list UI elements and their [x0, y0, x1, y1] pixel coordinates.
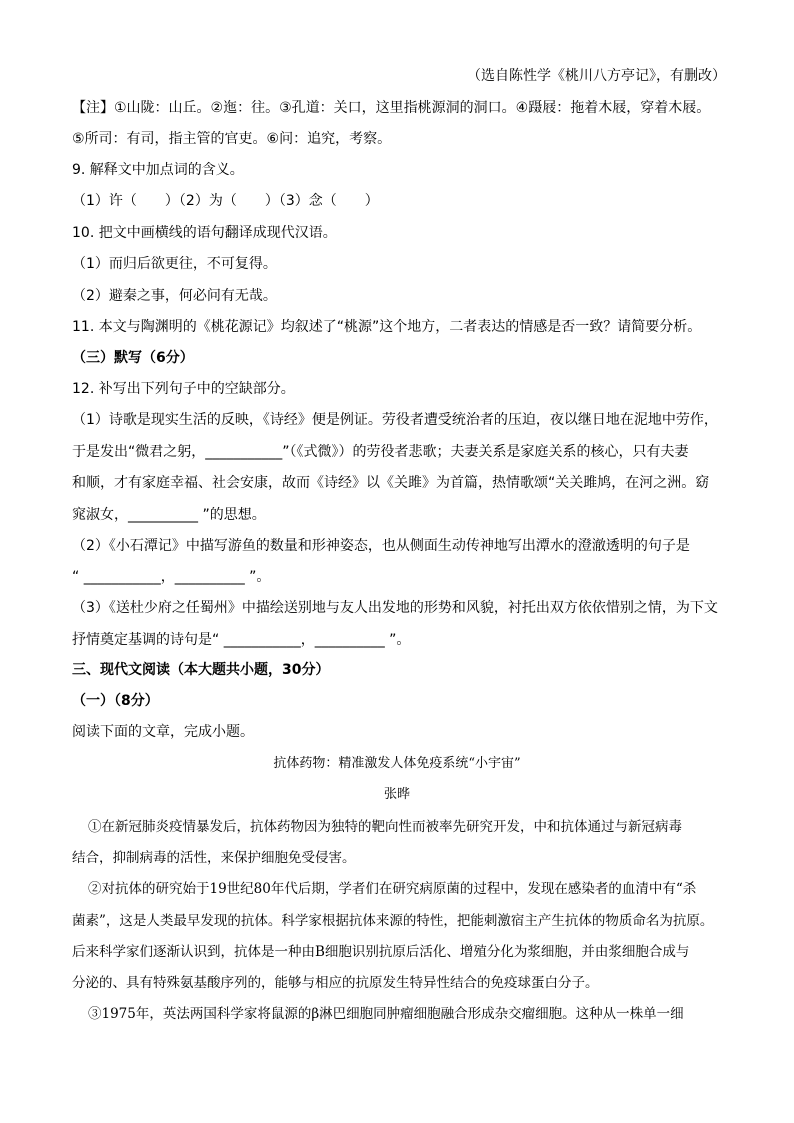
article-p1-line-1: ①在新冠肺炎疫情暴发后，抗体药物因为独特的靶向性而被率先研究开发，中和抗体通过与新冠病毒 — [88, 819, 682, 835]
annotation-line-2: ⑤所司：有司，指主管的官吏。⑥问：追究，考察。 — [72, 131, 392, 147]
question-10-stem: 10. 把文中画横线的语句翻译成现代汉语。 — [72, 225, 337, 241]
question-12-part-1-line-2: 于是发出“微君之躬，___________”（《式微》）的劳役者悲歌；夫妻关系是家庭关系的核心，只有夫妻 — [72, 444, 689, 460]
article-p2-line-1: ②对抗体的研究始于19世纪80年代后期，学者们在研究病原菌的过程中，发现在感染者的血清中有“杀 — [88, 881, 697, 897]
question-9-stem: 9. 解释文中加点词的含义。 — [72, 162, 244, 178]
question-10-item-2: （2）避秦之事，何必问有无哉。 — [72, 288, 277, 304]
question-11: 11. 本文与陶渊明的《桃花源记》均叙述了“桃源”这个地方，二者表达的情感是否一致？请简要分析。 — [72, 319, 702, 335]
question-12-part-1-line-3: 和顺，才有家庭幸福、社会安康，故而《诗经》以《关雎》为首篇，热情歌颂“关关雎鸠，在河之洲。窈 — [72, 475, 710, 491]
article-p2-line-2: 菌素”，这是人类最早发现的抗体。科学家根据抗体来源的特性，把能刺激宿主产生抗体的物质命名为抗原。 — [72, 913, 714, 929]
article-author: 张晔 — [383, 787, 410, 802]
article-p2-line-3: 后来科学家们逐渐认识到，抗体是一种由B细胞识别抗原后活化、增殖分化为浆细胞，并由浆细胞合成与 — [72, 944, 690, 960]
part-3-subtitle: （一）（8分） — [72, 693, 159, 709]
part-3-instruction: 阅读下面的文章，完成小题。 — [72, 724, 254, 740]
question-12-part-2-line-1: （2）《小石潭记》中描写游鱼的数量和形神姿态，也从侧面生动传神地写出潭水的澄澈透明的句子是 — [72, 538, 690, 554]
article-title: 抗体药物：精准激发人体免疫系统“小宇宙” — [273, 756, 521, 771]
article-p3-line-1: ③1975年，英法两国科学家将鼠源的β淋巴细胞同肿瘤细胞融合形成杂交瘤细胞。这种从一株单一细 — [88, 1006, 684, 1022]
annotation-line-1: 【注】①山陇：山丘。②迤：往。③孔道：关口，这里指桃源洞的洞口。④蹑屐：拖着木屐，穿着木屐。 — [72, 100, 711, 116]
section-3-title: （三）默写（6分） — [72, 350, 194, 366]
part-3-title: 三、现代文阅读（本大题共小题，30分） — [72, 662, 330, 678]
question-12-part-3-line-2: 抒情奠定基调的诗句是“ ___________，__________ ”。 — [72, 632, 411, 648]
article-p1-line-2: 结合，抑制病毒的活性，来保护细胞免受侵害。 — [72, 850, 356, 866]
question-12-part-2-line-2: “ ___________，__________ ”。 — [72, 569, 271, 585]
question-10-item-1: （1）而归后欲更往，不可复得。 — [72, 256, 277, 272]
article-p2-line-4: 分泌的、具有特殊氨基酸序列的，能够与相应的抗原发生特异性结合的免疫球蛋白分子。 — [72, 975, 599, 991]
question-12-part-1-line-1: （1）诗歌是现实生活的反映，《诗经》便是例证。劳役者遭受统治者的压迫，夜以继日地在泥地中劳作， — [72, 412, 718, 428]
question-12-part-3-line-1: （3）《送杜少府之任蜀州》中描绘送别地与友人出发地的形势和风貌，衬托出双方依依惜别之情，为下文 — [72, 600, 718, 616]
source-note: （选自陈性学《桃川八方亭记》，有删改） — [467, 68, 726, 84]
question-12-stem: 12. 补写出下列句子中的空缺部分。 — [72, 381, 295, 397]
question-12-part-1-line-4: 窕淑女，__________ ”的思想。 — [72, 507, 266, 523]
question-9-items: （1）许（ ）（2）为（ ）（3）念（ ） — [72, 193, 379, 209]
